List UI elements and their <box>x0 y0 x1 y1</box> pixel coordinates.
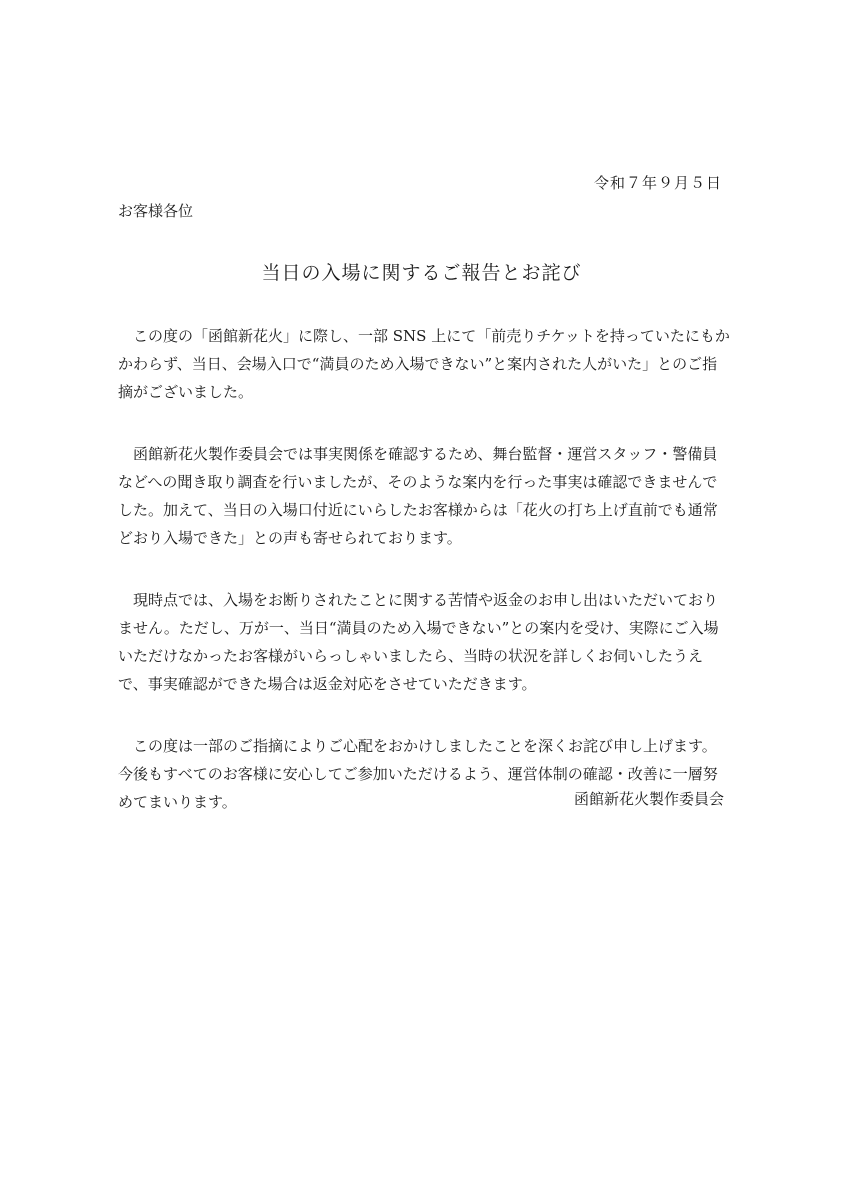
paragraph-line: めてまいります。 <box>118 793 237 811</box>
paragraph-line: 現時点では、入場をお断りされたことに関する苦情や返金のお申し出はいただいており <box>133 591 719 609</box>
addressee: お客様各位 <box>118 202 194 220</box>
paragraph-line: 函館新花火製作委員会では事実関係を確認するため、舞台監督・運営スタッフ・警備員 <box>133 445 718 463</box>
document-body <box>118 322 730 850</box>
paragraph-line: かわらず、当日、会場入口で“満員のため入場できない”と案内された人がいた」とのご指 <box>118 355 718 373</box>
paragraph-3 <box>118 586 722 698</box>
paragraph-line: この度の「函館新花火」に際し、一部 SNS 上にて「前売りチケットを持っていたにもか <box>133 327 730 345</box>
paragraph-line: どおり入場できた」との声も寄せられております。 <box>118 529 462 547</box>
paragraph-2 <box>118 440 722 552</box>
paragraph-1 <box>118 322 730 406</box>
paragraph-line: した。加えて、当日の入場口付近にいらしたお客様からは「花火の打ち上げ直前でも通常 <box>118 501 718 519</box>
paragraph-line: この度は一部のご指摘によりご心配をおかけしましたことを深くお詫び申し上げます。 <box>133 737 717 755</box>
document-date: 令和７年９月５日 <box>593 174 722 192</box>
paragraph-line: 今後もすべてのお客様に安心してご参加いただけるよう、運営体制の確認・改善に一層努 <box>118 765 718 783</box>
paragraph-line: などへの聞き取り調査を行いましたが、そのような案内を行った事実は確認できませんで <box>118 473 718 491</box>
paragraph-line: 摘がございました。 <box>118 383 254 401</box>
paragraph-line: ません。ただし、万が一、当日“満員のため入場できない”との案内を受け、実際にご入場 <box>118 619 719 637</box>
paragraph-line: で、事実確認ができた場合は返金対応をさせていただきます。 <box>118 675 537 693</box>
signature: 函館新花火製作委員会 <box>573 790 724 808</box>
paragraph-line: いただけなかったお客様がいらっしゃいましたら、当時の状況を詳しくお伺いしたうえ <box>118 647 704 665</box>
document-title: 当日の入場に関するご報告とお詫び <box>261 262 582 284</box>
